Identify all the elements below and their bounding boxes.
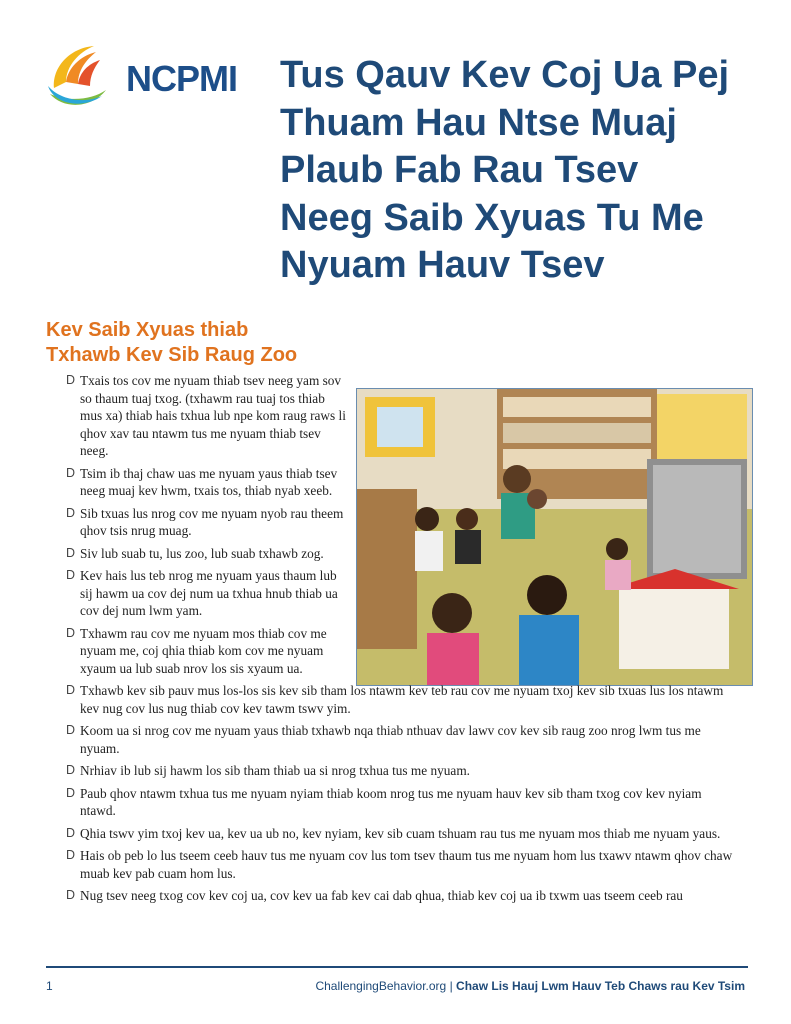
ncpmi-logo-swirl-icon (44, 38, 124, 110)
ncpmi-logo (44, 38, 254, 110)
bullet-marker: D (66, 785, 76, 800)
bullet-marker: D (66, 373, 76, 387)
bullet-marker: D (66, 465, 76, 480)
list-item-text: Tsim ib thaj chaw uas me nyuam yaus thiab tsev neeg muaj kev hwm, txais tos, thiab nyab xeeb. (80, 465, 338, 498)
footer-tagline: Chaw Lis Hauj Lwm Hauv Teb Chaws rau Kev Tsim (456, 979, 745, 993)
footer-text (315, 979, 745, 993)
bullet-marker: D (66, 763, 76, 777)
logo-wordmark: NCPMI (126, 58, 237, 99)
list-item (66, 625, 350, 678)
list-item-text: Sib txuas lus nrog cov me nyuam nyob rau theem qhov tsis nrug muag. (80, 505, 344, 538)
footer-divider (46, 966, 748, 968)
section-heading-line: Txhawb Kev Sib Raug Zoo (46, 344, 298, 366)
list-item-text: Paub qhov ntawm txhua tus me nyuam nyiam thiab koom nrog tus me nyuam hauv kev sib tham txog cov kev nyiam ntawd. (80, 785, 702, 818)
list-item-text: Siv lub suab tu, lus zoo, lub suab txhawb zog. (80, 545, 324, 561)
bullet-marker: D (66, 825, 76, 840)
practice-list (66, 372, 738, 910)
list-item-text: Txhawm rau cov me nyuam mos thiab cov me nyuam me, coj qhia thiab kom cov me nyuam xyaum ua lub suab nrov los sis xyaum ua. (80, 625, 327, 676)
bullet-marker: D (66, 625, 76, 640)
list-item (66, 762, 738, 780)
list-item-text: Koom ua si nrog cov me nyuam yaus thiab txhawb nqa thiab nthuav dav lawv cov kev sib raug zoo nrog lwm tus me nyuam. (80, 723, 701, 756)
list-item-text: Nrhiav ib lub sij hawm los sib tham thiab ua si nrog txhua tus me nyuam. (80, 763, 470, 778)
list-item (66, 847, 738, 882)
bullet-marker: D (66, 505, 76, 520)
list-item-text: Kev hais lus teb nrog me nyuam yaus thaum lub sij hawm ua cov dej num ua txhua hnub thiab ua cov dej num lwm yam. (80, 568, 338, 618)
bullet-marker: D (66, 888, 76, 902)
section-heading (46, 318, 297, 368)
list-item (66, 372, 350, 460)
title-line: Neeg Saib Xyuas Tu Me (280, 196, 704, 239)
title-line: Nyuam Hauv Tsev (280, 244, 605, 286)
list-item-text: Qhia tswv yim txoj kev ua, kev ua ub no, kev nyiam, kev sib cuam tshuam rau tus me nyuam mos thiab me nyuam yaus. (80, 825, 721, 841)
bullet-marker: D (66, 545, 76, 560)
title-line: Plaub Fab Rau Tsev (280, 149, 639, 191)
bullet-marker: D (66, 683, 76, 697)
list-item (66, 722, 738, 757)
document-title (280, 52, 760, 290)
list-item (66, 825, 738, 843)
footer-separator: | (446, 979, 457, 993)
list-item-text: Nug tsev neeg txog cov kev coj ua, cov kev ua fab kev cai dab qhua, thiab kev coj ua ib txwm uas tseem ceeb rau (80, 888, 683, 903)
bullet-marker: D (66, 848, 76, 862)
list-item (66, 785, 738, 820)
bullet-marker: D (66, 568, 76, 582)
list-item (66, 682, 738, 717)
list-item (66, 545, 350, 563)
page-number: 1 (46, 979, 53, 993)
section-heading-line: Kev Saib Xyuas thiab (46, 319, 249, 341)
title-line: Tus Qauv Kev Coj Ua Pej (280, 54, 730, 96)
list-item-text: Txhawb kev sib pauv mus los-los sis kev sib tham los ntawm kev teb rau cov me nyuam txoj kev sib txuas lus los ntawm kev nug cov lus nug thiab cov kev tawm tswv yim. (80, 683, 724, 716)
bullet-marker: D (66, 723, 76, 737)
list-item (66, 887, 738, 905)
title-line: Thuam Hau Ntse Muaj (280, 101, 677, 144)
list-item (66, 505, 350, 540)
list-item-text: Txais tos cov me nyuam thiab tsev neeg yam sov so thaum tuaj txog. (txhawm rau tuaj tos thiab mus xa) thiab hais txhua lub npe kom raug raws li qhov xav tau ntawm tus me nyuam thiab tsev neeg. (80, 373, 346, 458)
footer-site-link[interactable]: ChallengingBehavior.org (315, 979, 447, 993)
list-item-text: Hais ob peb lo lus tseem ceeb hauv tus me nyuam cov lus tom tsev thaum tus me nyuam hom lus txawv ntawm qhov chaw muab kev pab cuam hom lus. (80, 848, 733, 881)
list-item (66, 465, 350, 500)
list-item (66, 567, 350, 620)
